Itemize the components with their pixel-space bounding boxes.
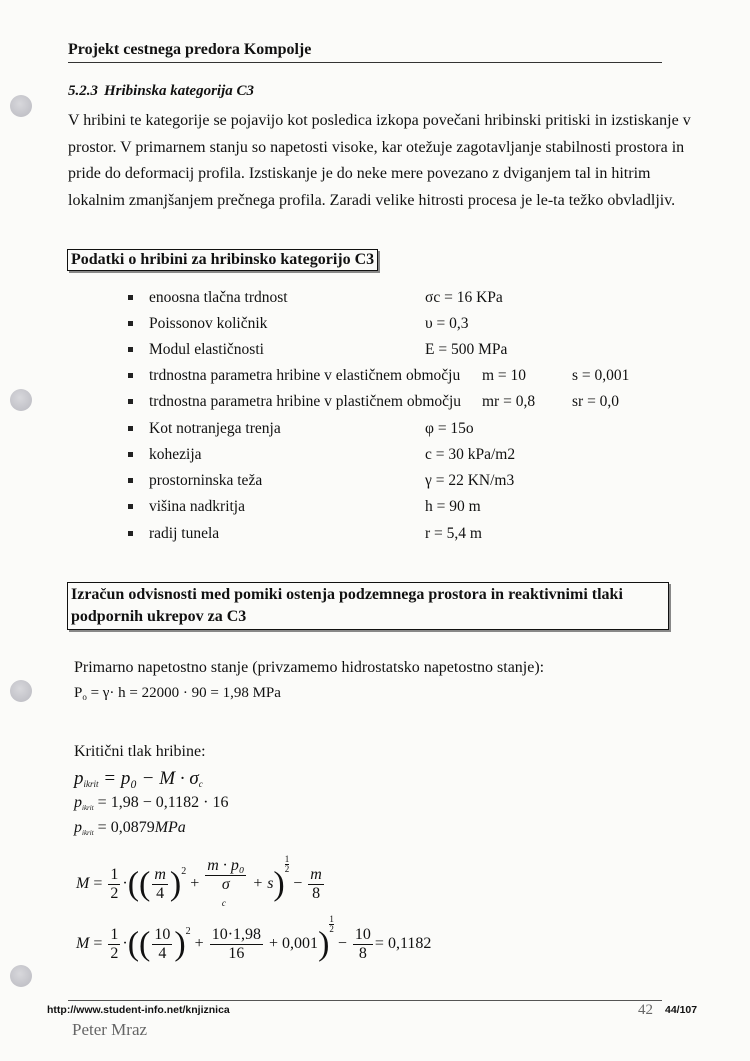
formula-text: + s — [252, 875, 274, 892]
critical-formula-2 — [74, 794, 228, 812]
paragraph-line: lokalnim zmanjšanjem prečnega profila. Zaradi velike hitrosti procesa je le-ta težko obvladljiv. — [68, 191, 676, 209]
numerator: 1 — [110, 925, 119, 943]
footer-rule — [68, 1000, 662, 1001]
parameter-value: γ = 22 KN/m3 — [425, 472, 515, 489]
fraction — [108, 926, 120, 963]
parameter-item — [0, 341, 720, 361]
paragraph-line: prostor. V primarnem stanju so napetosti visoke, kar otežuje zagotavljanje stabilnosti prostora in — [68, 138, 685, 156]
equals: = — [93, 875, 103, 892]
denominator: 16 — [228, 944, 245, 962]
formula-text: = p₀ − M · σ — [98, 768, 199, 789]
numerator: 10 — [354, 925, 371, 943]
bullet-icon — [128, 321, 133, 326]
exponent: 2 — [181, 866, 187, 877]
parameter-value: υ = 0,3 — [425, 315, 469, 332]
parameter-item — [0, 420, 720, 440]
unit: MPa — [154, 819, 186, 836]
subscript: c — [221, 897, 226, 908]
numerator: 1 — [110, 865, 119, 883]
page-header: Projekt cestnega predora Kompolje — [68, 41, 312, 58]
symbol: M — [76, 875, 90, 892]
calculation-heading — [67, 582, 669, 630]
parameter-value: σc = 16 KPa — [425, 289, 503, 306]
denominator: 2 — [110, 884, 119, 902]
subscript: c — [198, 779, 203, 789]
bullet-icon — [128, 478, 133, 483]
fraction — [152, 866, 168, 903]
parameter-value: c = 30 kPa/m2 — [425, 446, 516, 463]
formula-text: = γ· h = 22000 · 90 = 1,98 MPa — [86, 685, 281, 701]
parameter-label: Poissonov količnik — [149, 315, 268, 332]
parameter-item — [0, 446, 720, 466]
fraction — [108, 866, 120, 903]
denominator — [218, 876, 234, 912]
symbol: σ — [221, 875, 230, 893]
primary-stress-formula — [74, 685, 281, 702]
fraction — [353, 926, 373, 963]
parameter-label: enoosna tlačna trdnost — [149, 289, 288, 306]
denominator: 4 — [158, 944, 167, 962]
symbol: p — [74, 768, 84, 789]
primary-stress-label: Primarno napetostno stanje (privzamemo hidrostatsko napetostno stanje): — [74, 659, 545, 676]
fraction — [308, 866, 324, 903]
intro-paragraph — [68, 108, 691, 214]
parameter-label: trdnostna parametra hribine v plastičnem območju — [149, 393, 462, 410]
footer-author: Peter Mraz — [72, 1020, 148, 1039]
parameter-label: kohezija — [149, 446, 202, 463]
fraction — [205, 857, 246, 912]
denominator: 4 — [156, 884, 165, 902]
fraction — [152, 926, 172, 963]
fraction — [210, 926, 263, 963]
denominator: 2 — [329, 924, 334, 934]
operator: − — [293, 875, 303, 892]
parameter-item — [0, 498, 720, 518]
result: = 0,1182 — [374, 935, 432, 952]
section-title: Hribinska kategorija C3 — [104, 83, 255, 99]
bullet-icon — [128, 426, 133, 431]
parameter-value: r = 5,4 m — [425, 525, 482, 542]
header-rule — [68, 62, 662, 63]
denominator: 2 — [284, 864, 290, 874]
parameter-label: trdnostna parametra hribine v elastičnem območju — [149, 367, 461, 384]
exponent-fraction — [285, 855, 290, 874]
paragraph-line: pride do deformacij profila. Izstiskanje je do neke mere povezano z dviganjem tal in hitrim — [68, 165, 651, 182]
symbol: p — [74, 819, 82, 836]
section-heading — [68, 83, 254, 100]
bullet-icon — [128, 504, 133, 509]
numerator: m · p₀ — [207, 856, 245, 874]
parameter-item — [0, 367, 720, 387]
exponent-fraction — [329, 915, 334, 934]
binder-hole — [10, 680, 32, 702]
formula-text: + 0,001 — [269, 935, 319, 952]
parameter-label: prostorninska teža — [149, 472, 263, 489]
bullet-icon — [128, 452, 133, 457]
critical-pressure-label: Kritični tlak hribine: — [74, 743, 206, 760]
calculation-heading-line: podpornih ukrepov za C3 — [71, 608, 247, 625]
parameter-label: Modul elastičnosti — [149, 341, 264, 358]
m-formula-numeric: M = $\frac{1}{2}$ ·(( $\frac{10}{4}$ )$^2$ + $\frac{10\cdot 1,98}{16}$ + 0,001) $\frac{1}{2}$ − $\frac{10}{8}$ = 0,1182 — [76, 914, 432, 963]
page-number: 42 — [638, 1002, 653, 1018]
section-number: 5.2.3 — [68, 83, 98, 99]
operator: + — [194, 935, 204, 952]
bullet-icon — [128, 531, 133, 536]
rock-data-heading: Podatki o hribini za hribinsko kategorijo C3 — [67, 249, 378, 271]
numerator: 1 — [284, 854, 290, 864]
parameter-item — [0, 393, 720, 413]
denominator: 8 — [358, 944, 367, 962]
calculation-heading-line: Izračun odvisnosti med pomiki ostenja podzemnega prostora in reaktivnimi tlaki — [71, 586, 623, 603]
parameter-value: m = 10 — [482, 367, 527, 384]
numerator: m — [154, 865, 166, 883]
m-formula-symbolic: M = $\frac{1}{2}$ ·(( $\frac{m}{4}$ )$^2$ + m · p₀ σ c + s) $\frac{1}{2}$ − $\frac{m}{8}$ — [76, 855, 326, 912]
subscript: o — [82, 692, 87, 702]
operator: + — [190, 875, 200, 892]
footer-url-link[interactable]: http://www.student-info.net/knjiznica — [47, 1004, 230, 1016]
symbol: M — [76, 935, 90, 952]
numerator: 10 — [154, 925, 171, 943]
parameter-value: E = 500 MPa — [425, 341, 508, 358]
parameter-value-2: s = 0,001 — [572, 367, 630, 384]
paragraph-line: V hribini te kategorije se pojavijo kot posledica izkopa povečani hribinski pritiski in izstiskanje v — [68, 112, 691, 129]
binder-hole — [10, 95, 32, 117]
symbol: p — [74, 794, 82, 811]
parameter-item — [0, 315, 720, 335]
denominator: 8 — [312, 884, 321, 902]
parameter-value-2: sr = 0,0 — [572, 393, 620, 410]
subscript: ikrit — [82, 804, 94, 812]
numerator: 1 — [329, 914, 334, 924]
bullet-icon — [128, 373, 133, 378]
page-counter: 44/107 — [665, 1004, 698, 1016]
parameter-value: h = 90 m — [425, 498, 481, 515]
subscript: ikrit — [83, 779, 99, 789]
bullet-icon — [128, 295, 133, 300]
denominator: 2 — [110, 944, 119, 962]
parameter-label: Kot notranjega trenja — [149, 420, 281, 437]
formula-text: = 1,98 − 0,1182 · 16 — [93, 794, 229, 811]
exponent: 2 — [185, 926, 191, 937]
parameter-item — [0, 289, 720, 309]
subscript: ikrit — [82, 829, 94, 837]
operator: − — [337, 935, 347, 952]
parameter-item — [0, 472, 720, 492]
formula-text: = 0,0879 — [93, 819, 155, 836]
numerator: m — [310, 865, 322, 883]
critical-formula-1 — [74, 768, 203, 790]
critical-formula-3 — [74, 819, 186, 837]
parameter-value: φ = 15o — [425, 420, 474, 437]
parameter-item — [0, 525, 720, 545]
bullet-icon — [128, 399, 133, 404]
parameter-label: radij tunela — [149, 525, 220, 542]
symbol: P — [74, 685, 83, 701]
binder-hole — [10, 965, 32, 987]
parameter-value: mr = 0,8 — [482, 393, 536, 410]
numerator: 10·1,98 — [211, 925, 262, 943]
parameter-label: višina nadkritja — [149, 498, 245, 515]
bullet-icon — [128, 347, 133, 352]
equals: = — [93, 935, 103, 952]
